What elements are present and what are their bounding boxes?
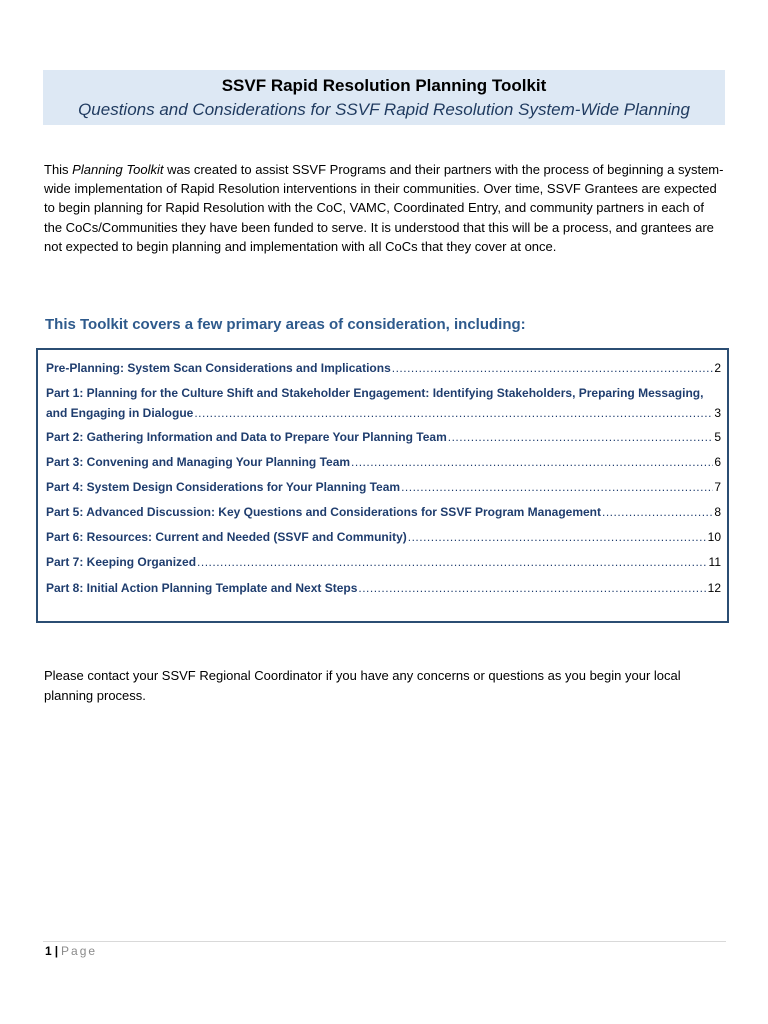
toc-leader-dots bbox=[358, 579, 706, 597]
toc-entry-title[interactable]: Part 1: Planning for the Culture Shift and Stakeholder Engagement: Identifying Stakeholders, Preparing Messaging, bbox=[46, 386, 704, 400]
intro-body: was created to assist SSVF Programs and their partners with the process of beginning a system-wide implementation of Rapid Resolution interventions in their communities. Over time, SSVF Grantees are expected to begin planning for Rapid Resolution with the CoC, VAMC, Coordinated Entry, and community partners in each of the CoCs/Communities they have been funded to serve. It is understood that this will be a process, and grantees are not expected to begin planning and implementation with all CoCs that they cover at once. bbox=[44, 162, 724, 254]
toc-entry-title-cont[interactable]: and Engaging in Dialogue bbox=[46, 406, 194, 420]
toc-leader-dots bbox=[408, 528, 707, 546]
toc-entry-part-6[interactable] bbox=[46, 528, 721, 546]
toc-page-number: 11 bbox=[708, 555, 721, 569]
toc-page-number: 2 bbox=[714, 361, 721, 375]
toc-page-number: 8 bbox=[714, 505, 721, 519]
toc-leader-dots bbox=[602, 503, 713, 521]
toc-entry-title[interactable]: Part 2: Gathering Information and Data to Prepare Your Planning Team bbox=[46, 430, 447, 444]
toc-entry-title[interactable]: Pre-Planning: System Scan Considerations and Implications bbox=[46, 361, 391, 375]
toc-entry-title[interactable]: Part 4: System Design Considerations for Your Planning Team bbox=[46, 480, 401, 494]
toc-entry-part-1[interactable] bbox=[46, 384, 721, 422]
toc-entry-title[interactable]: Part 5: Advanced Discussion: Key Questions and Considerations for SSVF Program Management bbox=[46, 505, 602, 519]
toc-entry-part-3[interactable] bbox=[46, 453, 721, 471]
section-heading: This Toolkit covers a few primary areas of consideration, including: bbox=[45, 316, 526, 333]
toc-entry-part-2[interactable] bbox=[46, 428, 721, 446]
intro-paragraph bbox=[44, 160, 724, 256]
page-footer bbox=[45, 944, 97, 958]
page-label: Page bbox=[61, 944, 98, 958]
toc-page-number: 10 bbox=[707, 530, 721, 544]
intro-lead: This bbox=[44, 162, 73, 177]
page-number: 1 bbox=[45, 944, 52, 958]
contact-paragraph: Please contact your SSVF Regional Coordinator if you have any concerns or questions as you begin your local planning process. bbox=[44, 668, 681, 703]
toc-entry-title[interactable]: Part 7: Keeping Organized bbox=[46, 555, 197, 569]
toc-leader-dots bbox=[194, 404, 713, 422]
toc-entry-part-5[interactable] bbox=[46, 503, 721, 521]
toc-entry-title[interactable]: Part 6: Resources: Current and Needed (SSVF and Community) bbox=[46, 530, 407, 544]
toc-leader-dots bbox=[448, 428, 714, 446]
toc-entry-title[interactable]: Part 8: Initial Action Planning Template and Next Steps bbox=[46, 581, 358, 595]
footer-separator: | bbox=[54, 944, 59, 958]
table-of-contents bbox=[36, 348, 729, 623]
document-title: SSVF Rapid Resolution Planning Toolkit bbox=[221, 76, 547, 95]
toc-entry-title[interactable]: Part 3: Convening and Managing Your Planning Team bbox=[46, 455, 351, 469]
title-banner bbox=[43, 70, 725, 125]
toc-entry-part-4[interactable] bbox=[46, 478, 721, 496]
toc-leader-dots bbox=[197, 553, 708, 571]
toc-page-number: 3 bbox=[714, 406, 721, 420]
document-subtitle: Questions and Considerations for SSVF Rapid Resolution System-Wide Planning bbox=[78, 100, 690, 119]
toc-leader-dots bbox=[351, 453, 713, 471]
toc-page-number: 7 bbox=[714, 480, 721, 494]
toc-leader-dots bbox=[392, 359, 714, 377]
toc-leader-dots bbox=[401, 478, 713, 496]
intro-emphasis: Planning Toolkit bbox=[72, 162, 164, 177]
footer-divider bbox=[43, 941, 726, 942]
toc-page-number: 6 bbox=[714, 455, 721, 469]
toc-page-number: 12 bbox=[707, 581, 721, 595]
toc-entry-part-8[interactable] bbox=[46, 579, 721, 597]
toc-entry-pre-planning[interactable] bbox=[46, 359, 721, 377]
toc-page-number: 5 bbox=[714, 430, 721, 444]
toc-entry-part-7[interactable] bbox=[46, 553, 721, 571]
